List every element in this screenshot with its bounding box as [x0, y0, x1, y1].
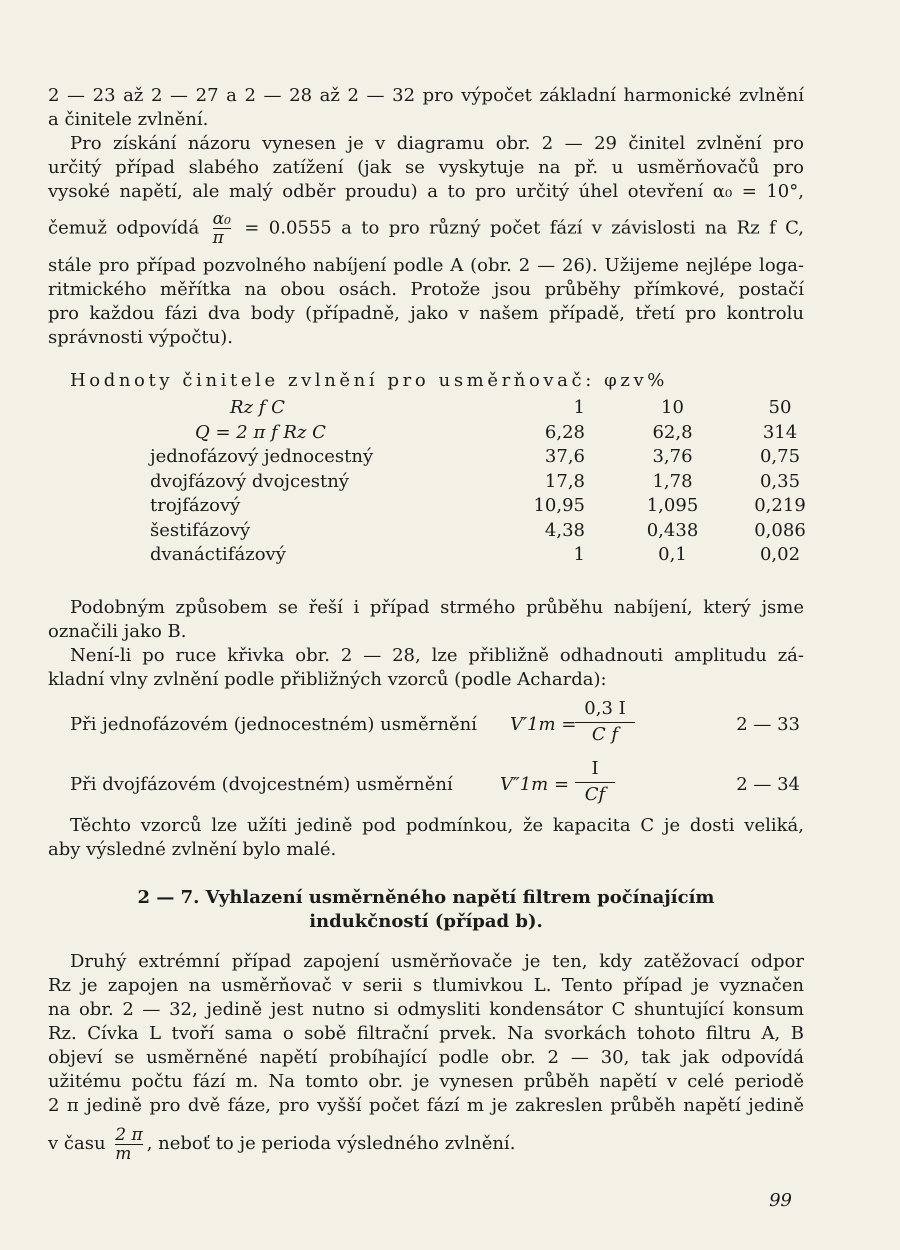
table-cell: jednofázový jednocestný — [150, 446, 374, 467]
text: , neboť to je perioda výsledného zvlnění. — [146, 1133, 516, 1154]
table-cell: 37,6 — [544, 446, 585, 467]
fraction-numerator: I — [591, 758, 599, 779]
fraction-denominator: Cf — [584, 784, 606, 805]
table-cell: Q = 2 π f Rz C — [195, 421, 326, 443]
equation-number: 2 — 33 — [736, 714, 800, 735]
table-cell: 0,1 — [658, 544, 687, 565]
table-cell: 10,95 — [533, 495, 585, 516]
table-cell: 314 — [762, 421, 798, 443]
equation-number: 2 — 34 — [736, 774, 800, 795]
paragraph-2 — [48, 132, 804, 350]
text-line: vysoké napětí, ale malý odběr proudu) a to pro určitý úhel otevření α₀ = 10°, — [48, 181, 804, 202]
heading-line: indukčností (případ b). — [309, 911, 543, 932]
table-cell: 4,38 — [544, 519, 585, 541]
text-line: Není-li po ruce křivka obr. 2 — 28, lze přibližně odhadnouti amplitudu zá- — [70, 645, 804, 666]
equation-text: Při jednofázovém (jednocestném) usměrnění — [70, 714, 477, 735]
equation-lhs: V′1m = — [510, 714, 577, 735]
text-line: Těchto vzorců lze užíti jedině pod podmínkou, že kapacita C je dosti veliká, — [70, 815, 804, 836]
text-line: Podobným způsobem se řeší i případ strmého průběhu nabíjení, který jsme — [70, 597, 804, 618]
fraction-denominator: π — [212, 228, 224, 248]
paragraph-3 — [48, 596, 804, 644]
equation-2-34 — [70, 756, 800, 816]
table-row — [150, 543, 830, 568]
text-line: označili jako B. — [48, 621, 187, 642]
table-header-cell: 50 — [768, 397, 792, 418]
table-header-row — [150, 396, 830, 421]
text-line: určitý případ slabého zatížení (jak se vyskytuje na př. u usměrňovačů pro — [48, 157, 804, 178]
paragraph-4 — [48, 644, 804, 692]
heading-line: 2 — 7. Vyhlazení usměrněného napětí filtrem počínajícím — [137, 887, 715, 908]
text: v času — [48, 1133, 106, 1154]
table-cell: 1,095 — [646, 495, 699, 516]
equation-fraction — [575, 696, 635, 747]
fraction-numerator: α₀ — [212, 209, 231, 229]
text-line: Pro získání názoru vynesen je v diagramu obr. 2 — 29 činitel zvlnění pro — [70, 133, 804, 154]
table-cell: 0,02 — [759, 544, 801, 565]
table-cell: 1,78 — [652, 470, 693, 492]
table-cell: 0,35 — [759, 470, 801, 492]
text-line-with-fraction — [48, 1122, 804, 1166]
fraction-denominator: m — [115, 1143, 132, 1164]
page-number: 99 — [769, 1190, 792, 1211]
table-cell: šestifázový — [150, 519, 251, 541]
equation-text: Při dvojfázovém (dvojcestném) usměrnění — [70, 774, 453, 795]
table-cell: 62,8 — [652, 421, 693, 443]
text-line: správnosti výpočtu). — [48, 327, 233, 348]
table-cell: 0,086 — [754, 519, 806, 541]
table-title: Hodnoty činitele zvlnění pro usměrňovač: φzv% — [70, 370, 668, 391]
table-cell: 1 — [573, 544, 585, 565]
text-line: aby výsledné zvlnění bylo malé. — [48, 839, 337, 860]
fraction-numerator: 0,3 I — [584, 698, 626, 719]
text-line-with-fraction — [48, 210, 804, 246]
table-cell: 3,76 — [652, 446, 693, 467]
text-line: Druhý extrémní případ zapojení usměrňovače je ten, kdy zatěžovací odpor — [70, 951, 804, 972]
table-row — [150, 445, 830, 470]
paragraph-1 — [48, 84, 804, 132]
table-cell: dvanáctifázový — [150, 544, 286, 565]
text-line: Rz je zapojen na usměrňovač v serii s tlumivkou L. Tento případ je vyznačen — [48, 975, 804, 996]
text-line: kladní vlny zvlnění podle přibližných vzorců (podle Acharda): — [48, 669, 607, 690]
fraction-2pi-over-m — [115, 1126, 142, 1163]
section-heading — [48, 886, 804, 934]
table-row — [150, 470, 830, 495]
table-cell: trojfázový — [150, 495, 241, 516]
fraction-alpha-over-pi — [213, 210, 231, 247]
table-row — [150, 519, 830, 544]
text: čemuž odpovídá — [48, 217, 200, 239]
equation-fraction — [575, 756, 615, 807]
table-row — [150, 494, 830, 519]
text-line: objeví se usměrněné napětí probíhající podle obr. 2 — 30, tak jak odpovídá — [48, 1047, 804, 1068]
ripple-factor-table — [150, 396, 830, 568]
text-line: 2 π jedině pro dvě fáze, pro vyšší počet fází m je zakreslen průběh napětí jedině — [48, 1095, 804, 1116]
table-cell: 17,8 — [544, 470, 585, 492]
text: = 0.0555 a to pro různý počet fází v závislosti na Rz f C, — [244, 217, 804, 239]
table-header-cell: Rz f C — [230, 397, 285, 418]
table-cell: 0,219 — [754, 495, 806, 516]
table-cell: 0,438 — [646, 519, 699, 541]
text-line: 2 — 23 až 2 — 27 a 2 — 28 až 2 — 32 pro výpočet základní harmonické zvlnění — [48, 85, 804, 106]
text-line: pro každou fázi dva body (případně, jako v našem případě, třetí pro kontrolu — [48, 303, 804, 324]
table-row — [150, 421, 830, 446]
text-line: na obr. 2 — 32, jedině jest nutno si odmysliti kondensátor C shuntující konsum — [48, 999, 804, 1020]
table-header-cell: 1 — [573, 397, 585, 418]
paragraph-6 — [48, 950, 804, 1166]
text-line: a činitele zvlnění. — [48, 109, 209, 130]
table-cell: 0,75 — [759, 446, 801, 467]
table-header-cell: 10 — [661, 397, 684, 418]
paragraph-5 — [48, 814, 804, 862]
text-line: ritmického měřítka na obou osách. Protože jsou průběhy přímkové, postačí — [48, 279, 804, 300]
equation-2-33 — [70, 696, 800, 756]
table-cell: 6,28 — [544, 421, 585, 443]
equation-lhs: V″1m = — [500, 774, 570, 795]
text-line: stále pro případ pozvolného nabíjení podle A (obr. 2 — 26). Užijeme nejlépe loga- — [48, 255, 804, 276]
text-line: užitému počtu fází m. Na tomto obr. je vynesen průběh napětí v celé periodě — [48, 1071, 804, 1092]
table-cell: dvojfázový dvojcestný — [150, 470, 349, 492]
text-line: Rz. Cívka L tvoří sama o sobě filtrační prvek. Na svorkách tohoto filtru A, B — [48, 1023, 804, 1044]
fraction-denominator: C f — [591, 724, 619, 745]
fraction-numerator: 2 π — [115, 1124, 143, 1145]
